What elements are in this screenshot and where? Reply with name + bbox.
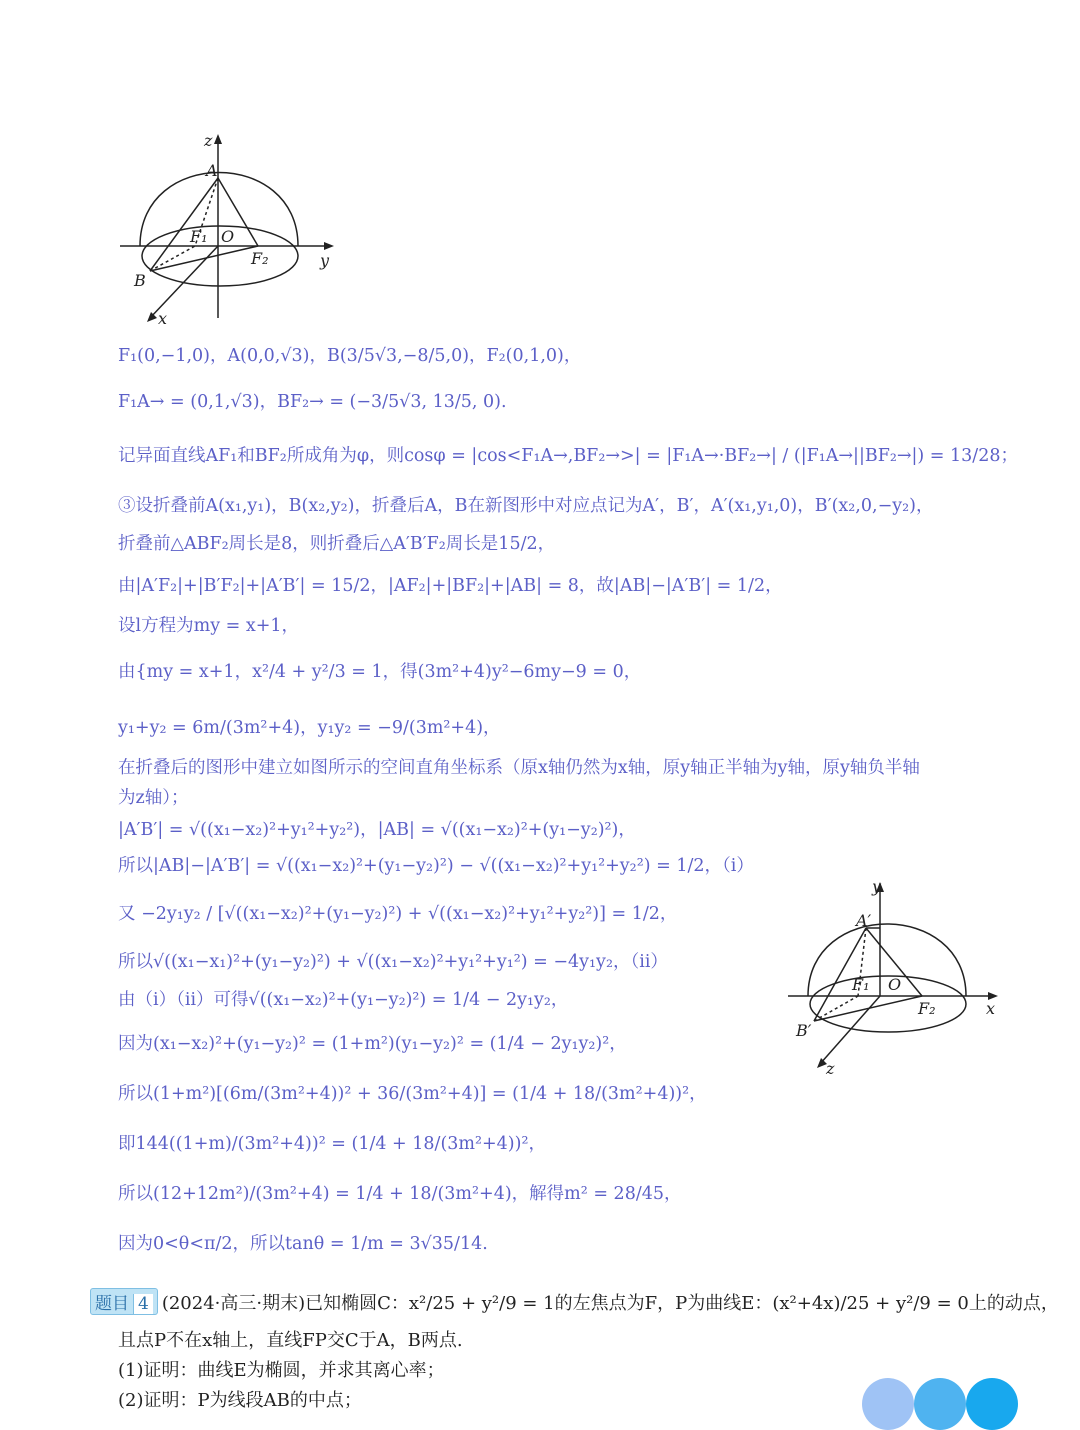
solution-line-14: 又 −2y₁y₂ / [√((x₁−x₂)²+(y₁−y₂)²) + √((x₁−x₂)²+y₁²+y₂²)] = 1/2，	[118, 904, 678, 924]
solution-line-21: 因为0<θ<π/2，所以tanθ = 1/m = 3√35/14.	[118, 1234, 488, 1254]
problem-tag	[90, 1288, 158, 1315]
solution-line-12: |A′B′| = √((x₁−x₂)²+y₁²+y₂²)，|AB| = √((x₁−x₂)²+(y₁−y₂)²)，	[118, 820, 636, 840]
fig1-label-z: z	[204, 131, 213, 150]
problem-stem: (2024·高三·期末)已知椭圆C：x²/25 + y²/9 = 1的左焦点为F，P为曲线E：(x²+4x)/25 + y²/9 = 0上的动点，	[161, 1293, 1059, 1314]
fig1-label-x: x	[158, 309, 168, 328]
fig2-label-F2: F₂	[918, 999, 936, 1018]
solution-line-11: 为z轴）；	[118, 788, 189, 808]
solution-line-5: 折叠前△ABF₂周长是8，则折叠后△A′B′F₂周长是15/2，	[118, 534, 556, 554]
solution-line-6: 由|A′F₂|+|B′F₂|+|A′B′| = 15/2，|AF₂|+|BF₂|+|AB| = 8，故|AB|−|A′B′| = 1/2，	[118, 576, 783, 596]
problem-part-2: (2)证明：P为线段AB的中点；	[118, 1390, 362, 1411]
solution-line-19: 即144((1+m)/(3m²+4))² = (1/4 + 18/(3m²+4))²，	[118, 1134, 546, 1154]
decor-circle-1	[862, 1378, 914, 1430]
problem-tag-number: 4	[133, 1294, 153, 1314]
solution-line-13: 所以|AB|−|A′B′| = √((x₁−x₂)²+(y₁−y₂)²) − √((x₁−x₂)²+y₁²+y₂²) = 1/2，（ⅰ）	[118, 856, 754, 876]
fig2-label-F1: F₁	[852, 975, 870, 994]
fig1-label-O: O	[221, 227, 235, 246]
solution-line-10: 在折叠后的图形中建立如图所示的空间直角坐标系（原x轴仍然为x轴，原y轴正半轴为y轴，原y轴负半轴	[118, 758, 920, 778]
fig1-label-y: y	[320, 251, 330, 270]
solution-line-20: 所以(12+12m²)/(3m²+4) = 1/4 + 18/(3m²+4)，解得m² = 28/45，	[118, 1184, 682, 1204]
solution-line-18: 所以(1+m²)[(6m/(3m²+4))² + 36/(3m²+4)] = (1/4 + 18/(3m²+4))²，	[118, 1084, 707, 1104]
fig2-label-y: y	[872, 877, 882, 896]
fig2-label-x: x	[986, 999, 996, 1018]
fig2-label-z: z	[826, 1059, 835, 1076]
figure-1-folded-ellipse	[110, 128, 350, 328]
problem-part-1: (1)证明：曲线E为椭圆，并求其离心率；	[118, 1360, 445, 1381]
solution-line-8: 由{my = x+1，x²/4 + y²/3 = 1，得(3m²+4)y²−6my−9 = 0，	[118, 662, 642, 682]
problem-stem-line	[90, 1288, 1059, 1315]
decor-circle-2	[914, 1378, 966, 1430]
problem-stem-continued: 且点P不在x轴上，直线FP交C于A，B两点.	[118, 1330, 463, 1351]
fig1-label-F1: F₁	[190, 227, 208, 246]
fig2-label-A: A′	[856, 911, 872, 930]
problem-tag-label: 题目	[95, 1294, 129, 1314]
solution-line-17: 因为(x₁−x₂)²+(y₁−y₂)² = (1+m²)(y₁−y₂)² = (1/4 − 2y₁y₂)²，	[118, 1034, 627, 1054]
fig2-label-O: O	[888, 975, 902, 994]
fig1-label-F2: F₂	[251, 249, 269, 268]
fig1-label-A: A	[206, 161, 218, 180]
solution-line-9: y₁+y₂ = 6m/(3m²+4)，y₁y₂ = −9/(3m²+4)，	[118, 718, 501, 738]
figure-2-folded-coordinates	[780, 876, 1010, 1076]
solution-line-15: 所以√((x₁−x₁)²+(y₁−y₂)²) + √((x₁−x₂)²+y₁²+y₁²) = −4y₁y₂，（ⅱ）	[118, 952, 668, 972]
solution-line-2: F₁A→ = (0,1,√3)，BF₂→ = (−3/5√3, 13/5, 0).	[118, 392, 507, 412]
solution-line-7: 设l方程为my = x+1，	[118, 616, 300, 636]
solution-line-1: F₁(0,−1,0)，A(0,0,√3)，B(3/5√3,−8/5,0)，F₂(0,1,0)，	[118, 346, 582, 366]
decor-circle-3	[966, 1378, 1018, 1430]
fig1-label-B: B	[134, 271, 146, 290]
solution-line-4: ③设折叠前A(x₁,y₁)，B(x₂,y₂)，折叠后A，B在新图形中对应点记为A′，B′，A′(x₁,y₁,0)，B′(x₂,0,−y₂)，	[118, 496, 934, 516]
solution-line-3: 记异面直线AF₁和BF₂所成角为φ，则cosφ = |cos<F₁A→,BF₂→>| = |F₁A→·BF₂→| / (|F₁A→||BF₂→|) = 13/28；	[118, 446, 1018, 466]
solution-line-16: 由（ⅰ）（ⅱ）可得√((x₁−x₂)²+(y₁−y₂)²) = 1/4 − 2y₁y₂，	[118, 990, 569, 1010]
fig2-label-B: B′	[796, 1021, 812, 1040]
